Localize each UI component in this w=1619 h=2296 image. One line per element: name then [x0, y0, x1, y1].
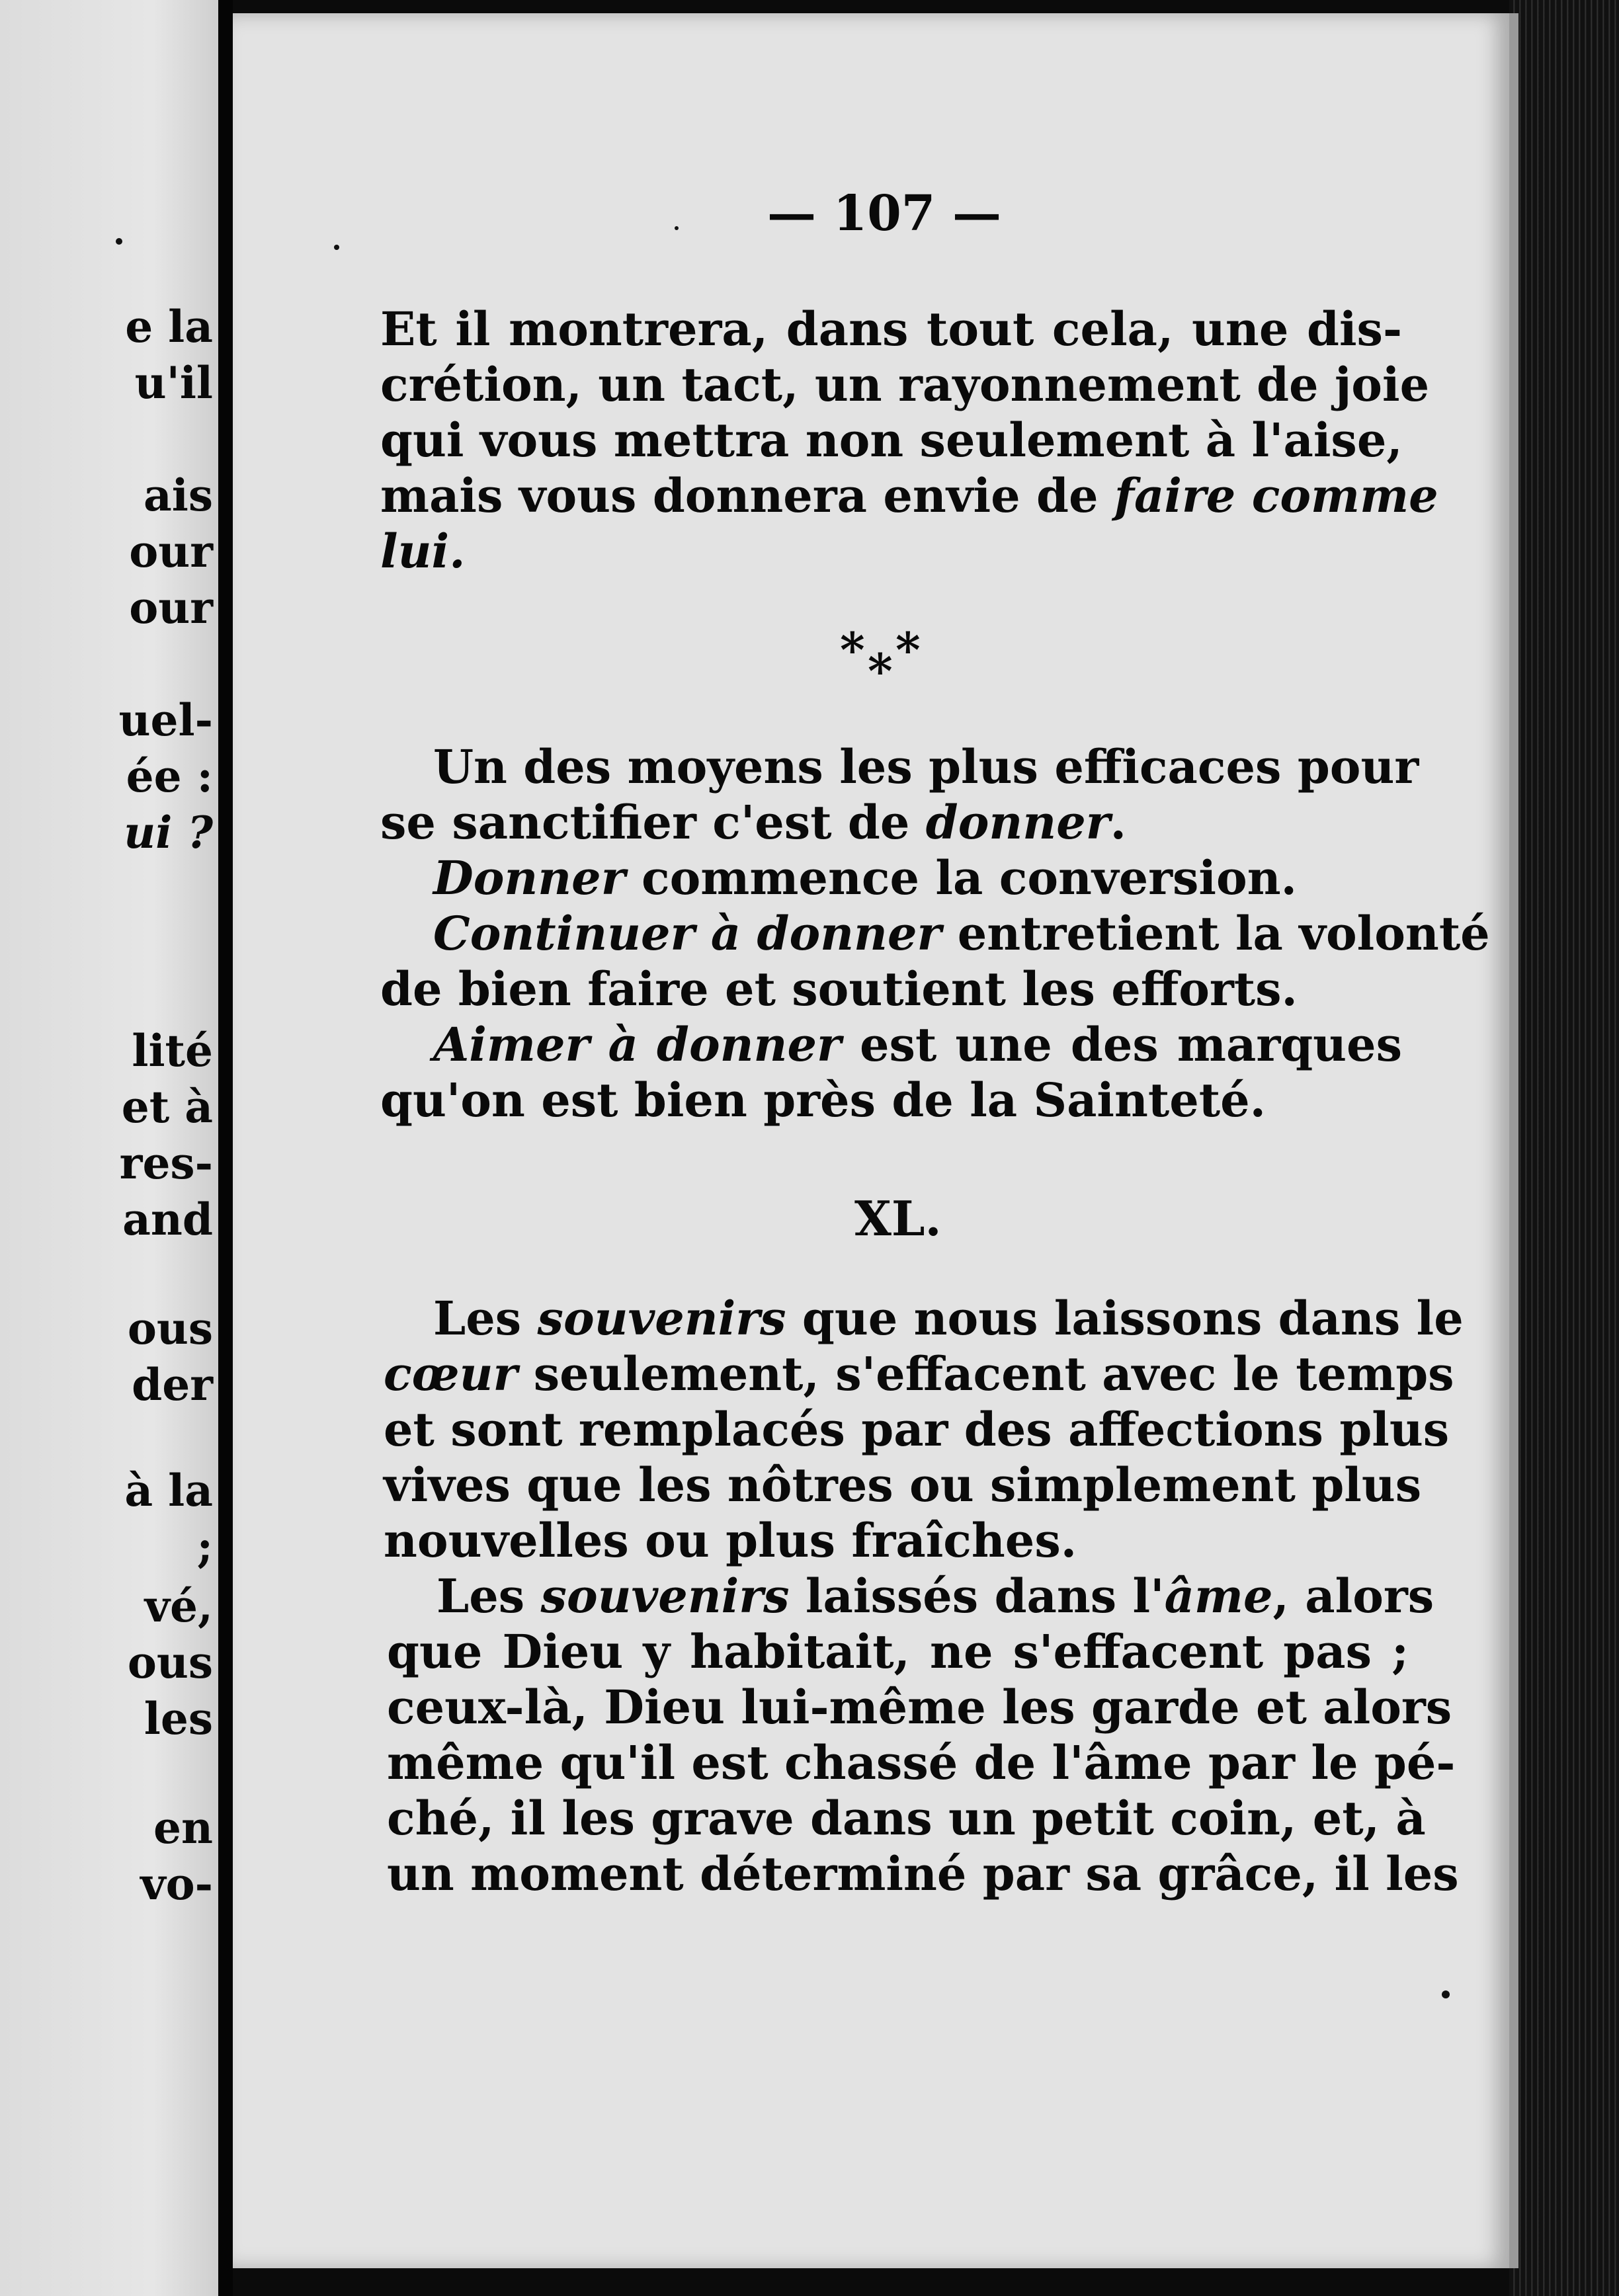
left-page-fragment: uel-: [118, 694, 213, 746]
italic-span: Donner: [433, 850, 626, 905]
text-line: [384, 1346, 1454, 1402]
italic-span: cœur: [384, 1346, 518, 1401]
text-line: [433, 1291, 1464, 1346]
left-page-fragment: e la: [125, 301, 213, 352]
text-line: Un des moyens les plus efficaces pour: [433, 739, 1419, 794]
text-span: , alors: [1272, 1569, 1434, 1623]
left-page-fragment: and: [122, 1194, 213, 1245]
text-span: laissés dans l': [789, 1569, 1165, 1623]
italic-span: donner: [925, 795, 1110, 850]
asterism-divider: [840, 622, 946, 701]
text-span: commence la conversion.: [625, 850, 1297, 905]
page-number: — 107 —: [767, 185, 1001, 242]
left-page-fragment: ous: [127, 1637, 213, 1688]
italic-span: souvenirs: [537, 1291, 786, 1346]
page-edge-stack: [1509, 0, 1619, 2296]
text-line: qui vous mettra non seulement à l'aise,: [380, 413, 1403, 468]
italic-span: souvenirs: [540, 1569, 790, 1623]
text-line: [433, 1017, 1402, 1073]
left-page-fragment: en: [153, 1802, 213, 1854]
left-page-fragment: vo-: [140, 1858, 213, 1910]
text-line: [433, 850, 1402, 906]
text-line: ché, il les grave dans un petit coin, et, à: [387, 1791, 1426, 1846]
text-span: Les: [433, 1291, 538, 1346]
text-line: de bien faire et soutient les efforts.: [380, 962, 1298, 1016]
text-span: est une des marques: [841, 1017, 1402, 1072]
left-page-fragment: ais: [144, 470, 213, 521]
text-line: [433, 906, 1490, 962]
italic-span: Continuer à donner: [433, 906, 942, 961]
text-span: .: [1110, 795, 1126, 850]
text-span: que nous laissons dans le: [786, 1291, 1464, 1346]
asterism-star: *: [868, 643, 893, 699]
left-page-fragment: à la: [124, 1465, 213, 1516]
text-span: seulement, s'effacent avec le temps: [517, 1346, 1454, 1401]
left-page-fragment: ous: [127, 1303, 213, 1354]
text-line: [436, 1569, 1434, 1624]
text-line: vives que les nôtres ou simplement plus: [384, 1457, 1422, 1512]
text-line: que Dieu y habitait, ne s'effacent pas ;: [387, 1624, 1409, 1679]
text-line: un moment déterminé par sa grâce, il les: [387, 1846, 1459, 1901]
text-span: se sanctifier c'est de: [380, 795, 926, 850]
section-heading: XL.: [854, 1190, 942, 1247]
left-page-fragment: ;: [196, 1521, 213, 1573]
text-span: mais vous donnera envie de: [380, 468, 1114, 523]
asterism-star: *: [895, 622, 921, 678]
text-line: Et il montrera, dans tout cela, une dis-: [380, 302, 1402, 356]
left-page-fragment: ui ?: [124, 807, 213, 858]
ink-speck: [1442, 1990, 1450, 1998]
left-page-fragment: lité: [132, 1025, 213, 1077]
left-page-fragment: vé,: [144, 1580, 213, 1632]
text-span: entretient la volonté: [941, 906, 1490, 961]
text-line: [380, 795, 1402, 850]
text-line: lui.: [380, 524, 466, 579]
text-line: crétion, un tact, un rayonnement de joie: [380, 357, 1430, 412]
italic-span: âme: [1164, 1569, 1273, 1623]
left-page-fragment: ée :: [126, 751, 213, 802]
ink-speck: [334, 245, 339, 250]
asterism-star: *: [840, 622, 865, 678]
text-span: Les: [436, 1569, 541, 1623]
text-line: [380, 468, 1438, 524]
text-line: qu'on est bien près de la Sainteté.: [380, 1073, 1266, 1128]
text-line: ceux-là, Dieu lui-même les garde et alors: [387, 1680, 1452, 1735]
left-page-fragment: les: [144, 1693, 213, 1744]
left-page-fragment: our: [129, 582, 213, 634]
ink-speck: [675, 226, 679, 230]
book-gutter: [218, 0, 233, 2296]
text-line: même qu'il est chassé de l'âme par le pé-: [387, 1735, 1456, 1790]
left-page-fragment: res-: [119, 1137, 213, 1189]
left-page-fragment: der: [132, 1359, 213, 1411]
text-line: et sont remplacés par des affections plus: [384, 1402, 1450, 1457]
text-line: nouvelles ou plus fraîches.: [384, 1513, 1077, 1568]
left-page-fragment: our: [129, 526, 213, 577]
page-edge: [1509, 13, 1518, 2268]
ink-speck: [116, 238, 122, 245]
left-page-fragment: u'il: [134, 357, 213, 409]
italic-span: faire comme: [1114, 468, 1438, 523]
italic-span: Aimer à donner: [433, 1017, 841, 1072]
left-page-fragment: et à: [121, 1081, 213, 1133]
